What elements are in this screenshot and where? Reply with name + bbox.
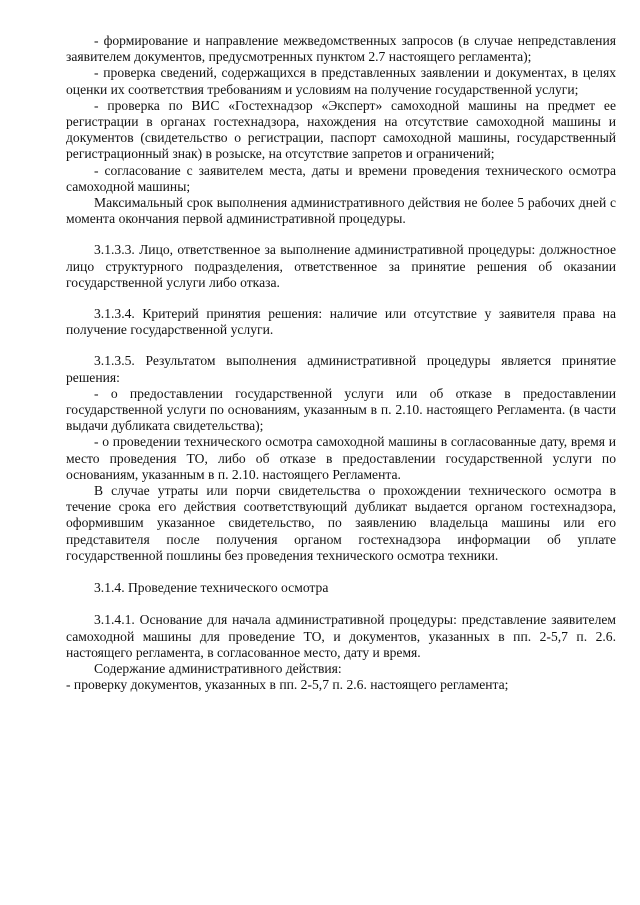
list-item-check-information: - проверка сведений, содержащихся в представленных заявлении и документах, в целях оценки их соответствия требованиям и условиям на получение государственной услуги; [66, 65, 616, 97]
section-3-1-3-5: 3.1.3.5. Результатом выполнения административной процедуры является принятие решения: [66, 353, 616, 385]
list-item-vis-expert-check: - проверка по ВИС «Гостехнадзор «Эксперт» самоходной машины на предмет ее регистрации в органах гостехнадзора, нахождения на отсутствие самоходной машины и документов (свидетельство о регистрации, паспорт самоходной машины, государственный регистрационный знак) в розыске, на отсутствие запретов и ограничений; [66, 97, 616, 162]
list-item-document-check: - проверку документов, указанных в пп. 2-5,7 п. 2.6. настоящего регламента; [66, 677, 509, 693]
list-item-interagency-requests: - формирование и направление межведомственных запросов (в случае непредставления заявителем документов, предусмотренных пунктом 2.7 настоящего регламента); [66, 33, 616, 65]
section-3-1-4-1: 3.1.4.1. Основание для начала административной процедуры: представление заявителем самоходной машины для проведение ТО, и документов, указанных в пп. 2-5,7 п. 2.6. настоящего регламента, в согласованное место, дату и время. [66, 612, 616, 660]
list-item-decision-inspection: - о проведении технического осмотра самоходной машины в согласованные дату, время и место проведения ТО, либо об отказе в предоставлении государственной услуги по основаниям, указанным в п. 2.10. настоящего Регламента. [66, 434, 616, 482]
document-body [66, 33, 616, 693]
list-item-decision-service: - о предоставлении государственной услуги или об отказе в предоставлении государственной услуги по основаниям, указанным в п. 2.10. настоящего Регламента. (в части выдачи дубликата свидетельства); [66, 385, 616, 434]
section-3-1-3-4: 3.1.3.4. Критерий принятия решения: наличие или отсутствие у заявителя права на получение государственной услуги. [66, 306, 616, 338]
paragraph-action-content: Содержание административного действия: [94, 660, 342, 676]
section-3-1-3-3: 3.1.3.3. Лицо, ответственное за выполнение административной процедуры: должностное лицо структурного подразделения, ответственное за принятие решения об оказании государственной услуги либо отказа. [66, 242, 616, 290]
section-heading-3-1-4: 3.1.4. Проведение технического осмотра [94, 580, 329, 596]
paragraph-max-term: Максимальный срок выполнения административного действия не более 5 рабочих дней с момента окончания первой административной процедуры. [66, 195, 616, 227]
paragraph-duplicate-certificate: В случае утраты или порчи свидетельства о прохождении технического осмотра в течение срока его действия соответствующий дубликат выдается органом гостехнадзора, оформившим указанное свидетельство, по заявлению владельца машины или его представителя после получения органом гостехнадзора информации об уплате государственной пошлины без проведения технического осмотра техники. [66, 483, 616, 563]
list-item-agreement-with-applicant: - согласование с заявителем места, даты и времени проведения технического осмотра самоходной машины; [66, 162, 616, 194]
